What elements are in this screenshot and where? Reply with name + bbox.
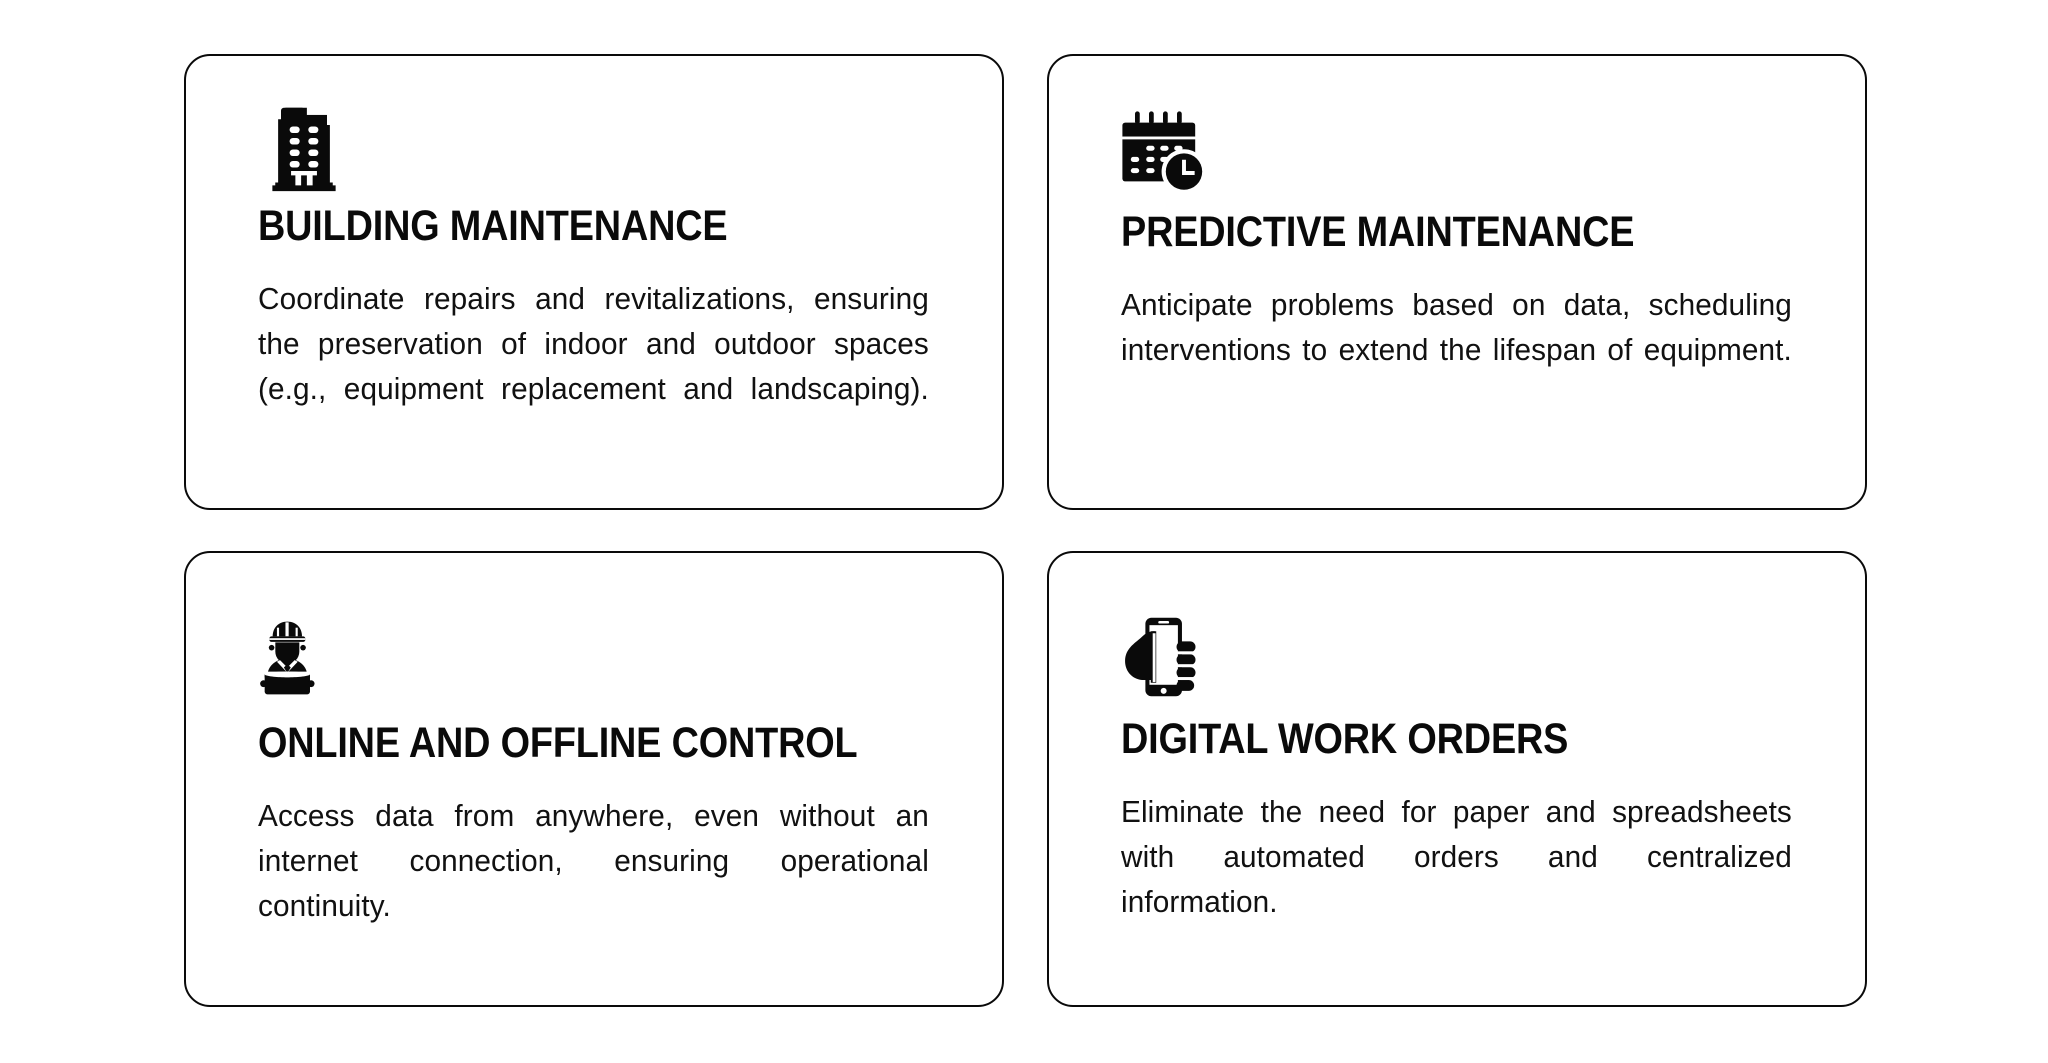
card-description: Coordinate repairs and revitalizations, ensuring the preservation of indoor and outdoor spaces (e.g., equipment replacement and landscaping).	[258, 280, 929, 406]
office-building-icon	[258, 102, 930, 194]
calendar-clock-icon	[1121, 110, 1793, 194]
card-title: PREDICTIVE MAINTENANCE	[1121, 208, 1635, 256]
card-description: Anticipate problems based on data, scheduling interventions to extend the lifespan of equipment.	[1121, 286, 1792, 367]
card-title: DIGITAL WORK ORDERS	[1121, 715, 1569, 763]
construction-worker-icon	[258, 619, 930, 699]
card-description: Eliminate the need for paper and spreadsheets with automated orders and centralized information.	[1121, 793, 1792, 919]
feature-card-online-offline-control[interactable]	[184, 551, 1004, 1007]
card-description: Access data from anywhere, even without an internet connection, ensuring operational continuity.	[258, 797, 929, 923]
card-title: ONLINE AND OFFLINE CONTROL	[258, 719, 858, 767]
feature-card-digital-work-orders[interactable]	[1047, 551, 1867, 1007]
card-title: BUILDING MAINTENANCE	[258, 202, 728, 250]
feature-card-grid	[184, 54, 1867, 1007]
hand-holding-smartphone-icon	[1121, 615, 1793, 699]
feature-card-building-maintenance[interactable]	[184, 54, 1004, 510]
feature-card-predictive-maintenance[interactable]	[1047, 54, 1867, 510]
